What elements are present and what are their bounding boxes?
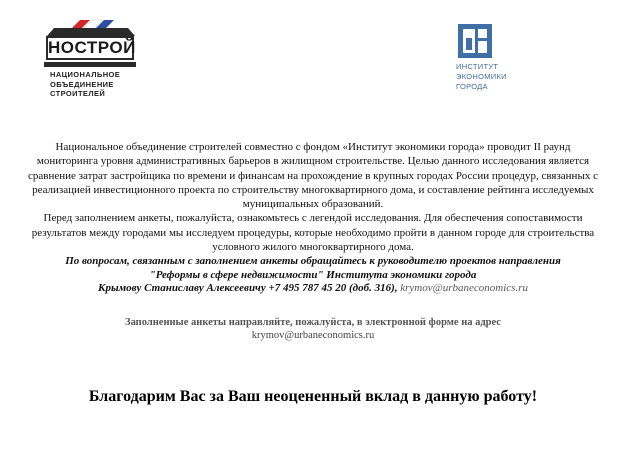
nostroy-subtitle-line: ОБЪЕДИНЕНИЕ xyxy=(50,79,114,89)
contact-person: Крымову Станиславу Алексеевичу +7 495 787 45 20 (доб. 316), xyxy=(97,282,398,294)
nostroy-wordmark: НОСТРОЙ xyxy=(46,36,134,60)
contact-line-phone xyxy=(28,282,598,296)
intro-text xyxy=(28,140,598,254)
ieg-name-line: ГОРОДА xyxy=(456,82,488,91)
send-note-email-link[interactable]: krymov@urbaneconomics.ru xyxy=(251,330,375,341)
ieg-name-line: ЭКОНОМИКИ xyxy=(456,72,507,81)
send-note xyxy=(28,316,598,342)
nostroy-subtitle-line: СТРОИТЕЛЕЙ xyxy=(50,89,106,98)
ieg-logo xyxy=(456,24,546,99)
ieg-mark-icon xyxy=(458,24,492,58)
nostroy-subtitle-line: НАЦИОНАЛЬНОЕ xyxy=(50,70,121,79)
send-note-text: Заполненные анкеты направляйте, пожалуйста, в электронной форме на адрес xyxy=(125,317,501,328)
contact-line: По вопросам, связанным с заполнением анкеты обращайтесь к руководителю проектов направления xyxy=(65,255,561,267)
contact-email-link[interactable]: krymov@urbaneconomics.ru xyxy=(400,282,528,294)
nostroy-logo xyxy=(44,18,138,108)
thanks-heading: Благодарим Вас за Ваш неоцененный вклад в данную работу! xyxy=(88,388,538,405)
intro-paragraph: Национальное объединение строителей совместно с фондом «Институт экономики города» проводит II раунд мониторинга уровня административных барьеров в жилищном строительстве. Целью данного исследования является сравнение затрат застройщика по времени и финансам на прохождение в крупных городах России процедур, связанных с реализацией инвестиционного проекта по строительству многоквартирного дома, и составление рейтинга исследуемых муниципальных образований. xyxy=(28,141,598,211)
contact-line: "Реформы в сфере недвижимости" Института экономики города xyxy=(149,268,477,281)
logo-base xyxy=(44,62,136,67)
nostroy-subtitle xyxy=(50,70,140,99)
ieg-name-line: ИНСТИТУТ xyxy=(456,62,499,71)
contact-info xyxy=(28,255,598,296)
ieg-name xyxy=(456,62,546,92)
logo-roof xyxy=(47,28,135,36)
intro-paragraph: Перед заполнением анкеты, пожалуйста, ознакомьтесь с легендой исследования. Для обеспечения сопоставимости результатов между городами мы исследуем процедуры, которые необходимо пройти в данном городе для строительства условного жилого многоквартирного дома. xyxy=(31,212,595,254)
